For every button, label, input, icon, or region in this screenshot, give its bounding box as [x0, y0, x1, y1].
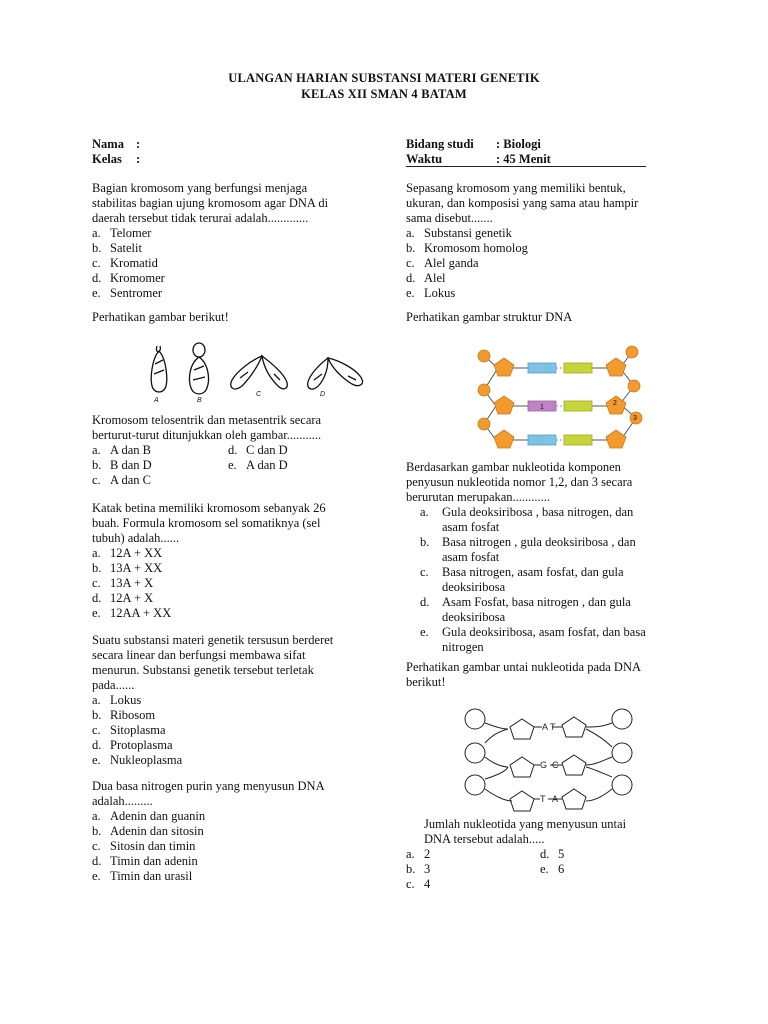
option-d: d. 5	[540, 847, 565, 861]
question-text: pada......	[92, 678, 135, 692]
question-text: adalah.........	[92, 794, 153, 808]
option-e: e. Timin dan urasil	[92, 869, 193, 883]
option-a: a. 2	[406, 847, 431, 861]
option-c: c. Sitoplasma	[92, 723, 166, 737]
option-d: d. Asam Fosfat, basa nitrogen , dan gula deoksiribosa	[420, 595, 631, 624]
phosphate-circle	[478, 350, 490, 362]
nucleotide-strand-figure	[462, 705, 634, 813]
question-text: Jumlah nukleotida yang menyusun untai	[424, 817, 627, 831]
question-3	[92, 501, 392, 621]
chromosome-d	[308, 358, 328, 389]
question-text: daerah tersebut tidak terurai adalah.............	[92, 211, 309, 225]
question-text: tubuh) adalah......	[92, 531, 180, 545]
option-c: c. 13A + X	[92, 576, 154, 590]
question-text: Berdasarkan gambar nukleotida komponen	[406, 460, 621, 474]
base-label-t2: T	[540, 794, 546, 804]
option-b: b. Kromosom homolog	[406, 241, 528, 255]
dna-label-1: 1	[540, 404, 544, 411]
base-label-a2: A	[552, 794, 559, 804]
question-7	[406, 460, 706, 655]
question-5	[92, 779, 392, 884]
base-label-a: A	[542, 722, 549, 732]
nama-colon: :	[136, 137, 141, 151]
fig-label-a: A	[154, 397, 159, 404]
question-8-options	[406, 847, 706, 892]
question-6	[406, 181, 706, 301]
question-text: penyusun nukleotida nomor 1,2, dan 3 secara	[406, 475, 633, 489]
option-c: c. Sitosin dan timin	[92, 839, 196, 853]
option-c: c. A dan C	[92, 473, 151, 487]
option-e: e. Sentromer	[92, 286, 163, 300]
kelas-label: Kelas	[92, 152, 122, 166]
question-text: menurun. Substansi genetik tersebut terletak	[92, 663, 314, 677]
option-c: c. Kromatid	[92, 256, 158, 270]
question-text: buah. Formula kromosom sel somatiknya (sel	[92, 516, 321, 530]
option-c: c. 4	[406, 877, 431, 891]
option-b: b. 13A + XX	[92, 561, 163, 575]
question-8	[424, 817, 704, 847]
question-2	[92, 413, 392, 488]
option-e: e. Nukleoplasma	[92, 753, 183, 767]
option-b: b. Adenin dan sitosin	[92, 824, 204, 838]
option-d: d. Protoplasma	[92, 738, 173, 752]
question-text: Perhatikan gambar berikut!	[92, 310, 229, 324]
option-a: a. A dan B	[92, 443, 151, 457]
base-label-c: C	[552, 760, 559, 770]
dna-label-3: 3	[633, 415, 637, 422]
question-text: Katak betina memiliki kromosom sebanyak 26	[92, 501, 326, 515]
option-a: a. 12A + XX	[92, 546, 163, 560]
option-e: e. 6	[540, 862, 565, 876]
kelas-colon: :	[136, 152, 141, 166]
options-grid	[92, 443, 392, 488]
option-c: c. Alel ganda	[406, 256, 479, 270]
fig-label-c: C	[256, 391, 262, 398]
waktu-label: Waktu	[406, 152, 443, 166]
chromosome-figure	[142, 340, 402, 404]
question-text: Dua basa nitrogen purin yang menyusun DNA	[92, 779, 325, 793]
option-e: e. 12AA + XX	[92, 606, 172, 620]
option-e: e. A dan D	[228, 458, 288, 472]
option-e: e. Lokus	[406, 286, 456, 300]
option-d: d. 12A + X	[92, 591, 154, 605]
dna-structure-figure	[474, 342, 654, 454]
base-label-g: G	[540, 760, 548, 770]
question-text: Suatu substansi materi genetik tersusun berderet	[92, 633, 334, 647]
question-4	[92, 633, 392, 768]
option-d: d. Kromomer	[92, 271, 165, 285]
option-d: d. Alel	[406, 271, 446, 285]
nama-label: Nama	[92, 137, 124, 151]
fig-label-d: D	[320, 391, 326, 398]
option-b: b. Basa nitrogen , gula deoksiribosa , dan asam fosfat	[420, 535, 636, 564]
question-7-intro	[406, 310, 706, 325]
option-e: e. Gula deoksiribosa, asam fosfat, dan basa nitrogen	[420, 625, 646, 654]
base-rect	[528, 363, 556, 373]
chromosome-b	[193, 343, 205, 357]
option-a: a. Adenin dan guanin	[92, 809, 206, 823]
question-text: Bagian kromosom yang berfungsi menjaga	[92, 181, 308, 195]
base-label-t: T	[550, 722, 556, 732]
option-b: b. B dan D	[92, 458, 152, 472]
question-text: berurutan merupakan............	[406, 490, 551, 504]
fig-label-b: B	[197, 397, 202, 404]
option-a: a. Gula deoksiribosa , basa nitrogen, dan asam fosfat	[420, 505, 634, 534]
question-1	[92, 181, 392, 301]
question-text: Perhatikan gambar struktur DNA	[406, 310, 573, 324]
sugar-pentagon	[510, 719, 534, 739]
dna-label-2: 2	[613, 400, 617, 407]
question-text: Perhatikan gambar untai nukleotida pada DNA	[406, 660, 641, 674]
option-b: b. Ribosom	[92, 708, 156, 722]
question-2-intro	[92, 310, 392, 325]
option-a: a. Lokus	[92, 693, 142, 707]
options-grid	[406, 847, 706, 892]
page-subtitle: KELAS XII SMAN 4 BATAM	[301, 87, 467, 101]
question-text: stabilitas bagian ujung kromosom agar DNA di	[92, 196, 329, 210]
question-text: Kromosom telosentrik dan metasentrik secara	[92, 413, 322, 427]
question-text: ukuran, dan komposisi yang sama atau hampir	[406, 196, 639, 210]
subject-info	[406, 137, 551, 167]
options-list	[406, 505, 706, 655]
question-text: berturut-turut ditunjukkan oleh gambar...........	[92, 428, 322, 442]
option-d: d. Timin dan adenin	[92, 854, 198, 868]
phosphate-circle	[465, 709, 485, 729]
option-a: a. Telomer	[92, 226, 152, 240]
waktu-value: : 45 Menit	[496, 152, 551, 166]
bidang-label: Bidang studi	[406, 137, 474, 151]
question-8-intro	[406, 660, 706, 690]
option-c: c. Basa nitrogen, asam fosfat, dan gula deoksiribosa	[420, 565, 624, 594]
option-b: b. Satelit	[92, 241, 142, 255]
option-d: d. C dan D	[228, 443, 288, 457]
question-text: berikut!	[406, 675, 446, 689]
sugar-pentagon	[494, 358, 514, 376]
option-b: b. 3	[406, 862, 431, 876]
student-info	[92, 137, 140, 167]
header-divider	[406, 166, 646, 167]
question-text: DNA tersebut adalah.....	[424, 832, 545, 846]
bidang-value: : Biologi	[496, 137, 541, 151]
question-text: secara linear dan berfungsi membawa sifat	[92, 648, 306, 662]
question-text: Sepasang kromosom yang memiliki bentuk,	[406, 181, 626, 195]
option-a: a. Substansi genetik	[406, 226, 512, 240]
question-text: sama disebut.......	[406, 211, 493, 225]
page-title: ULANGAN HARIAN SUBSTANSI MATERI GENETIK	[228, 71, 540, 85]
